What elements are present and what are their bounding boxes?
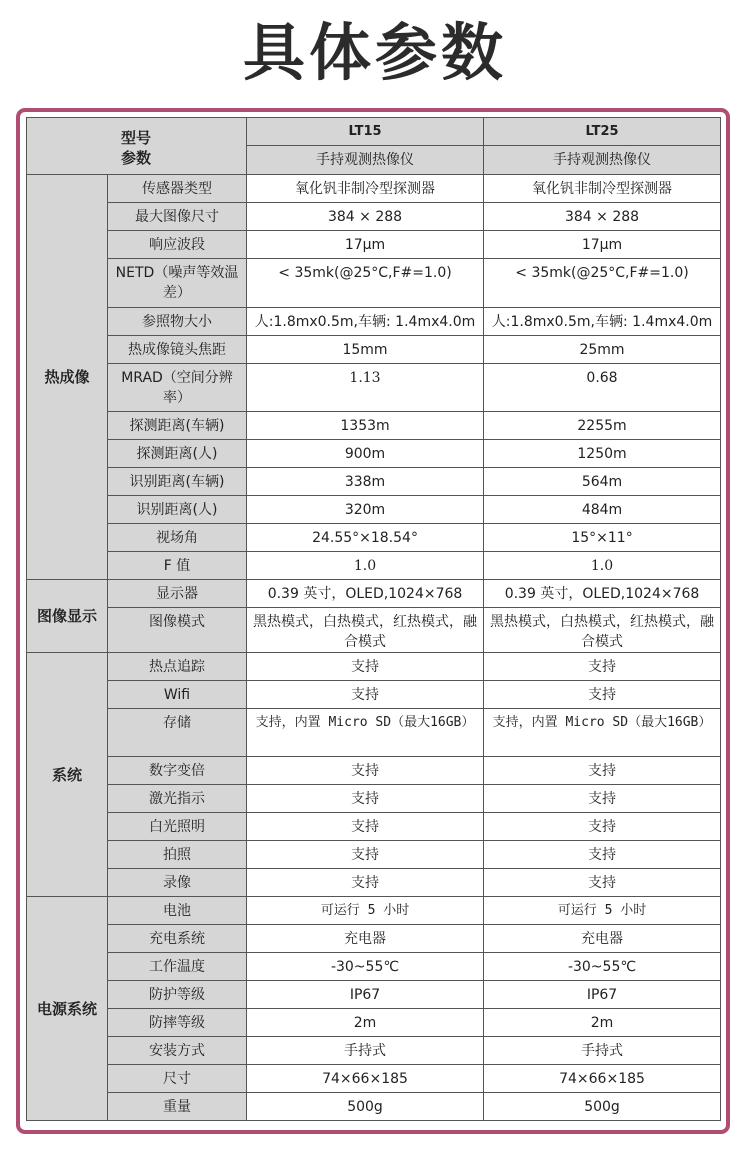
param-label: 热成像镜头焦距: [108, 336, 247, 364]
value-lt25: 1.0: [484, 552, 721, 580]
value-lt15: 支持: [247, 757, 484, 785]
table-row: [27, 203, 721, 231]
param-label: 激光指示: [108, 785, 247, 813]
value-lt25: 0.68: [484, 364, 721, 412]
table-row: [27, 580, 721, 608]
value-lt15: 1353m: [247, 412, 484, 440]
value-lt25: 2255m: [484, 412, 721, 440]
table-row: [27, 440, 721, 468]
param-label: 防摔等级: [108, 1009, 247, 1037]
value-lt25: 支持: [484, 841, 721, 869]
value-lt25: 支持: [484, 785, 721, 813]
value-lt25: 17μm: [484, 231, 721, 259]
param-label: 参照物大小: [108, 308, 247, 336]
table-row: [27, 524, 721, 552]
header-corner-cell: [27, 118, 247, 175]
category-image-display-label: 图像显示: [27, 580, 108, 653]
param-label: 最大图像尺寸: [108, 203, 247, 231]
value-lt25: 0.39 英寸，OLED,1024×768: [484, 580, 721, 608]
value-lt25: IP67: [484, 981, 721, 1009]
value-lt15: -30~55℃: [247, 953, 484, 981]
value-lt15: 338m: [247, 468, 484, 496]
value-lt15: 0.39 英寸，OLED,1024×768: [247, 580, 484, 608]
table-row: [27, 552, 721, 580]
value-lt25: 支持: [484, 653, 721, 681]
value-lt25: 支持: [484, 681, 721, 709]
table-row: [27, 785, 721, 813]
value-lt15: 支持: [247, 653, 484, 681]
value-lt25: -30~55℃: [484, 953, 721, 981]
value-lt25: 支持: [484, 869, 721, 897]
table-row: [27, 981, 721, 1009]
value-lt25: 1250m: [484, 440, 721, 468]
table-row: [27, 757, 721, 785]
param-label: 探测距离(车辆): [108, 412, 247, 440]
value-lt25: 支持，内置 Micro SD（最大16GB）: [484, 709, 721, 757]
table-row: [27, 308, 721, 336]
table-row: [27, 175, 721, 203]
value-lt15: 充电器: [247, 925, 484, 953]
table-row: [27, 259, 721, 308]
value-lt15: 2m: [247, 1009, 484, 1037]
param-label: 存储: [108, 709, 247, 757]
category-thermal-imaging-label: 热成像: [27, 175, 108, 580]
param-label: 充电系统: [108, 925, 247, 953]
category-power-system-label: 电源系统: [27, 897, 108, 1121]
value-lt25: 15°×11°: [484, 524, 721, 552]
param-label: 图像模式: [108, 608, 247, 653]
value-lt15: 支持: [247, 841, 484, 869]
value-lt15: 可运行 5 小时: [247, 897, 484, 925]
value-lt15: < 35mk(@25°C,F#=1.0): [247, 259, 484, 308]
param-label: 识别距离(人): [108, 496, 247, 524]
table-row: [27, 468, 721, 496]
category-system-label: 系统: [27, 653, 108, 897]
table-row: [27, 1037, 721, 1065]
value-lt25: 手持式: [484, 1037, 721, 1065]
value-lt25: 564m: [484, 468, 721, 496]
value-lt15: 支持: [247, 681, 484, 709]
param-label: 传感器类型: [108, 175, 247, 203]
value-lt25: 可运行 5 小时: [484, 897, 721, 925]
page-title: 具体参数: [242, 16, 507, 89]
value-lt15: IP67: [247, 981, 484, 1009]
param-label: 电池: [108, 897, 247, 925]
value-lt15: 氧化钒非制冷型探测器: [247, 175, 484, 203]
value-lt25: 氧化钒非制冷型探测器: [484, 175, 721, 203]
spec-table: [26, 117, 721, 1121]
param-label: NETD（噪声等效温差）: [108, 259, 247, 308]
table-row: [27, 364, 721, 412]
header-row-models: [27, 118, 721, 146]
header-label-param: 参数: [121, 149, 152, 167]
value-lt15: 1.13: [247, 364, 484, 412]
value-lt15: 支持: [247, 785, 484, 813]
value-lt15: 支持，内置 Micro SD（最大16GB）: [247, 709, 484, 757]
param-label: 热点追踪: [108, 653, 247, 681]
table-row: [27, 925, 721, 953]
value-lt25: 支持: [484, 813, 721, 841]
table-row: [27, 1093, 721, 1121]
value-lt15: 黑热模式，白热模式，红热模式，融合模式: [247, 608, 484, 653]
table-row: [27, 1065, 721, 1093]
model-desc-lt15: 手持观测热像仪: [247, 146, 484, 175]
value-lt15: 支持: [247, 869, 484, 897]
param-label: 白光照明: [108, 813, 247, 841]
value-lt25: 74×66×185: [484, 1065, 721, 1093]
param-label: 视场角: [108, 524, 247, 552]
value-lt15: 24.55°×18.54°: [247, 524, 484, 552]
table-row: [27, 897, 721, 925]
value-lt25: 25mm: [484, 336, 721, 364]
param-label: 拍照: [108, 841, 247, 869]
value-lt25: 500g: [484, 1093, 721, 1121]
value-lt15: 384 × 288: [247, 203, 484, 231]
value-lt15: 500g: [247, 1093, 484, 1121]
value-lt25: 人:1.8mx0.5m,车辆: 1.4mx4.0m: [484, 308, 721, 336]
param-label: 响应波段: [108, 231, 247, 259]
model-name-lt25: LT25: [484, 118, 721, 146]
param-label: 防护等级: [108, 981, 247, 1009]
table-row: [27, 841, 721, 869]
value-lt15: 支持: [247, 813, 484, 841]
value-lt15: 1.0: [247, 552, 484, 580]
value-lt25: 充电器: [484, 925, 721, 953]
table-row: [27, 231, 721, 259]
header-label-model: 型号: [121, 129, 152, 147]
value-lt15: 手持式: [247, 1037, 484, 1065]
param-label: 尺寸: [108, 1065, 247, 1093]
value-lt25: 2m: [484, 1009, 721, 1037]
param-label: 工作温度: [108, 953, 247, 981]
value-lt25: 黑热模式，白热模式，红热模式，融合模式: [484, 608, 721, 653]
table-row: [27, 709, 721, 757]
table-row: [27, 869, 721, 897]
value-lt25: 支持: [484, 757, 721, 785]
value-lt15: 74×66×185: [247, 1065, 484, 1093]
param-label: 录像: [108, 869, 247, 897]
table-row: [27, 813, 721, 841]
value-lt15: 900m: [247, 440, 484, 468]
value-lt25: 484m: [484, 496, 721, 524]
table-row: [27, 953, 721, 981]
param-label: 显示器: [108, 580, 247, 608]
table-row: [27, 681, 721, 709]
value-lt15: 15mm: [247, 336, 484, 364]
table-row: [27, 653, 721, 681]
model-desc-lt25: 手持观测热像仪: [484, 146, 721, 175]
param-label: MRAD（空间分辨率）: [108, 364, 247, 412]
model-name-lt15: LT15: [247, 118, 484, 146]
table-row: [27, 496, 721, 524]
param-label: 数字变倍: [108, 757, 247, 785]
param-label: 安装方式: [108, 1037, 247, 1065]
param-label: 识别距离(车辆): [108, 468, 247, 496]
value-lt25: 384 × 288: [484, 203, 721, 231]
param-label: 探测距离(人): [108, 440, 247, 468]
table-row: [27, 336, 721, 364]
table-row: [27, 1009, 721, 1037]
table-row: [27, 412, 721, 440]
value-lt15: 人:1.8mx0.5m,车辆: 1.4mx4.0m: [247, 308, 484, 336]
value-lt15: 320m: [247, 496, 484, 524]
value-lt15: 17μm: [247, 231, 484, 259]
value-lt25: < 35mk(@25°C,F#=1.0): [484, 259, 721, 308]
param-label: F 值: [108, 552, 247, 580]
table-row: [27, 608, 721, 653]
param-label: 重量: [108, 1093, 247, 1121]
param-label: Wifi: [108, 681, 247, 709]
